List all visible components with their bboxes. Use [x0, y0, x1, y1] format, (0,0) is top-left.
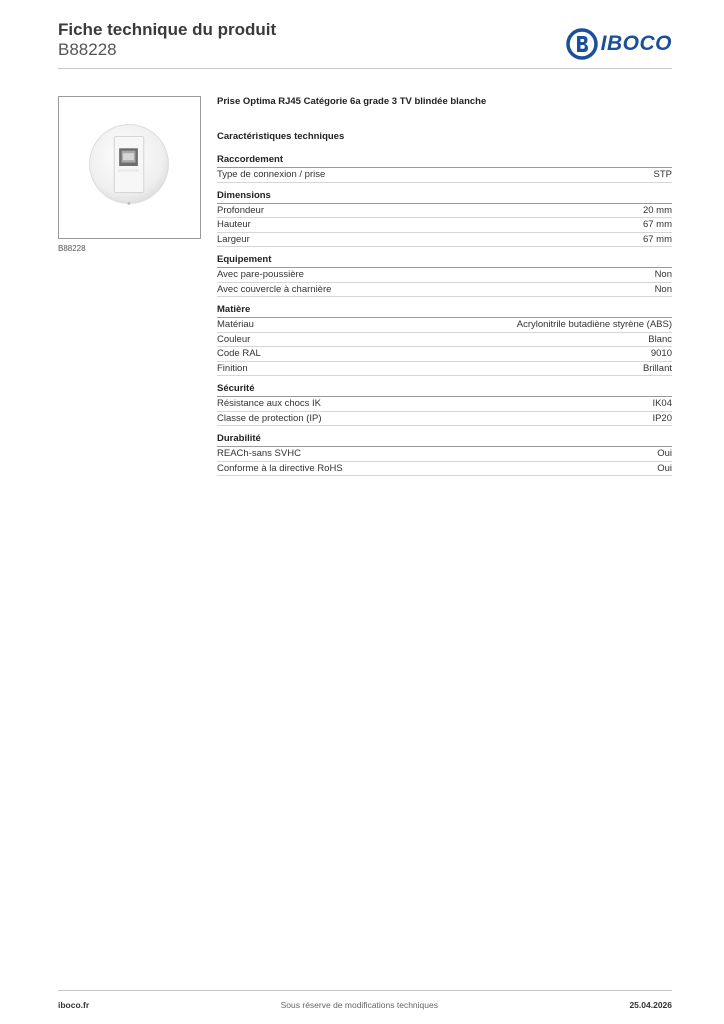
- spec-value: Non: [654, 283, 672, 295]
- spec-label: Matériau: [217, 319, 254, 330]
- spec-row: [217, 412, 672, 427]
- specifications-panel: [217, 96, 672, 482]
- spec-value: Non: [654, 269, 672, 280]
- specifications-heading: Caractéristiques techniques: [217, 131, 345, 142]
- spec-section: [217, 382, 672, 426]
- spec-value: 67 mm: [642, 219, 672, 230]
- spec-value: 9010: [650, 348, 672, 359]
- spec-label: Couleur: [217, 333, 251, 345]
- footer-website: iboco.fr: [58, 1000, 90, 1010]
- page-footer: [58, 990, 672, 1010]
- image-caption: B88228: [58, 244, 86, 253]
- product-image-frame: [58, 96, 201, 239]
- section-title: Sécurité: [217, 382, 672, 397]
- spec-label: Code RAL: [217, 348, 261, 359]
- section-title: Durabilité: [217, 432, 672, 447]
- spec-row: [217, 233, 672, 248]
- spec-label: Avec pare-poussière: [217, 269, 304, 280]
- spec-row: [217, 268, 672, 283]
- spec-row: [217, 318, 672, 333]
- spec-section: [217, 303, 672, 376]
- spec-row: [217, 462, 672, 477]
- spec-section: [217, 153, 672, 183]
- section-title: Raccordement: [217, 153, 672, 168]
- spec-row: [217, 283, 672, 298]
- spec-label: REACh-sans SVHC: [217, 448, 301, 459]
- logo-wordmark: IBOCO: [600, 32, 672, 55]
- spec-value: Brillant: [642, 362, 672, 374]
- spec-label: Finition: [217, 362, 248, 374]
- spec-label: Hauteur: [217, 219, 251, 230]
- section-title: Matière: [217, 303, 672, 318]
- spec-row: [217, 218, 672, 233]
- spec-value: 67 mm: [642, 233, 672, 245]
- spec-section: [217, 189, 672, 248]
- spec-label: Avec couvercle à charnière: [217, 283, 332, 295]
- spec-label: Type de connexion / prise: [217, 169, 326, 180]
- spec-row: [217, 447, 672, 462]
- spec-value: IK04: [652, 398, 672, 409]
- document-title: Fiche technique du produit: [58, 20, 277, 39]
- spec-label: Profondeur: [217, 204, 265, 216]
- page-header: [58, 20, 672, 69]
- spec-label: Largeur: [217, 233, 250, 245]
- product-name: Prise Optima RJ45 Catégorie 6a grade 3 TV blindée blanche: [217, 96, 487, 107]
- spec-label: Conforme à la directive RoHS: [217, 462, 343, 474]
- spec-value: Acrylonitrile butadiène styrène (ABS): [516, 319, 672, 330]
- spec-label: Classe de protection (IP): [217, 412, 322, 424]
- spec-value: Oui: [657, 462, 672, 474]
- footer-date: 25.04.2026: [629, 1000, 672, 1010]
- spec-section: [217, 432, 672, 476]
- spec-row: [217, 397, 672, 412]
- section-title: Equipement: [217, 253, 672, 268]
- spec-value: Oui: [657, 448, 672, 459]
- iboco-logo-icon: [566, 28, 598, 60]
- spec-value: IP20: [652, 412, 672, 424]
- spec-value: STP: [653, 169, 672, 180]
- spec-value: Blanc: [648, 333, 672, 345]
- spec-value: 20 mm: [642, 204, 672, 216]
- spec-sections: [217, 153, 672, 476]
- spec-row: [217, 168, 672, 183]
- rj45-socket-image: [59, 97, 200, 238]
- spec-section: [217, 253, 672, 297]
- spec-row: [217, 333, 672, 348]
- brand-logo: [566, 28, 672, 60]
- footer-disclaimer: Sous réserve de modifications techniques: [280, 1000, 438, 1010]
- spec-label: Résistance aux chocs IK: [217, 398, 322, 409]
- spec-row: [217, 362, 672, 377]
- spec-row: [217, 204, 672, 219]
- section-title: Dimensions: [217, 189, 672, 204]
- spec-row: [217, 347, 672, 362]
- product-code: B88228: [58, 40, 117, 59]
